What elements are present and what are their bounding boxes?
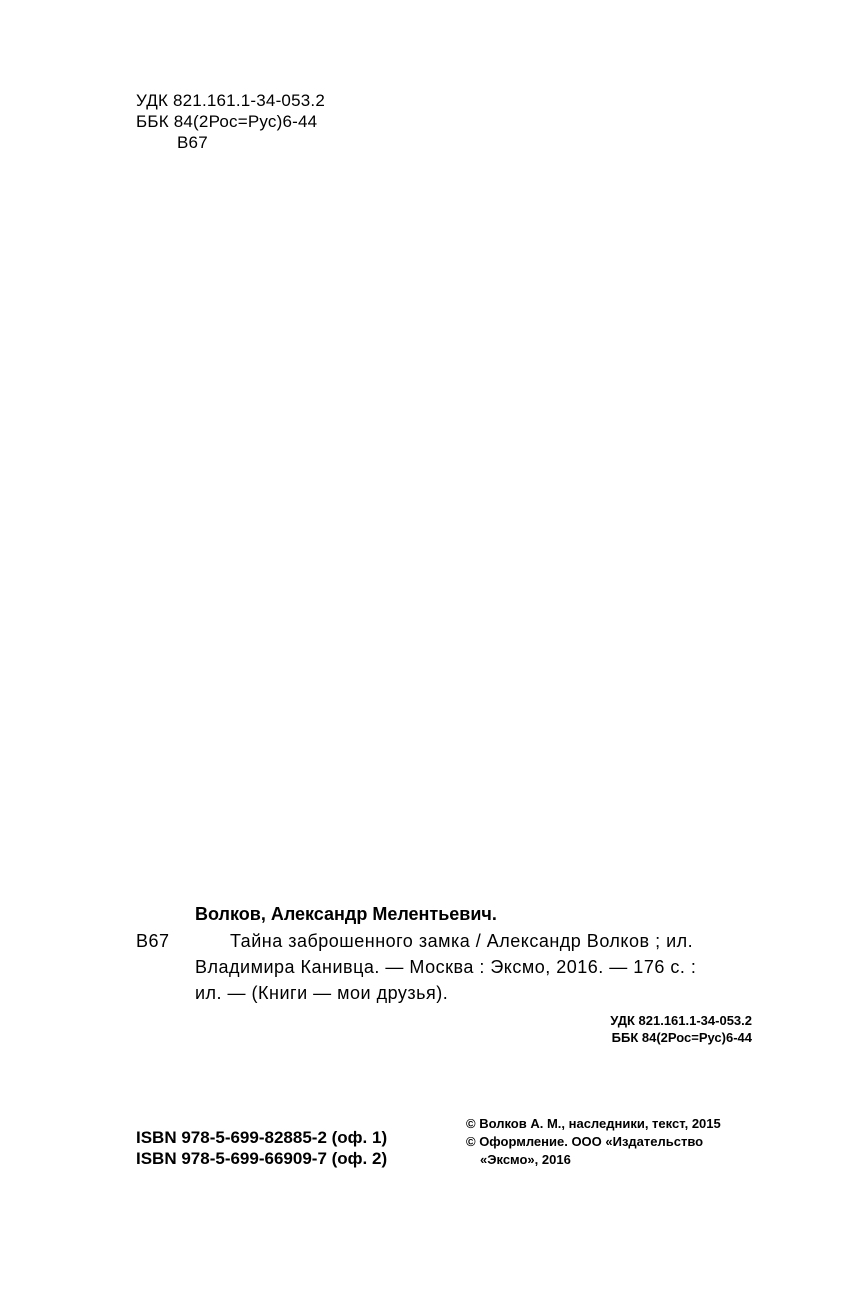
author-name: Волков, Александр Мелентьевич. <box>195 904 497 924</box>
publication-line: Владимира Канивца. — Москва : Эксмо, 2016. — 176 с. : <box>195 957 697 977</box>
udk-code-top: УДК 821.161.1-34-053.2 <box>136 91 325 110</box>
title-line: Тайна заброшенного замка / Александр Волков ; ил. <box>230 931 694 951</box>
bbk-code-top: ББК 84(2Рос=Рус)6-44 <box>136 112 318 131</box>
copyright-text: © Волков А. М., наследники, текст, 2015 <box>466 1116 721 1131</box>
author-mark-card: В67 <box>136 931 170 951</box>
isbn-2: ISBN 978-5-699-66909-7 (оф. 2) <box>136 1149 388 1168</box>
copyright-design: © Оформление. ООО «Издательство <box>466 1134 704 1149</box>
bbk-code-card: ББК 84(2Рос=Рус)6-44 <box>611 1030 752 1045</box>
isbn-1: ISBN 978-5-699-82885-2 (оф. 1) <box>136 1128 388 1147</box>
copyright-design-cont: «Эксмо», 2016 <box>480 1152 571 1167</box>
author-mark-top: В67 <box>177 133 208 152</box>
udk-code-card: УДК 821.161.1-34-053.2 <box>610 1013 752 1028</box>
series-line: ил. — (Книги — мои друзья). <box>195 983 449 1003</box>
